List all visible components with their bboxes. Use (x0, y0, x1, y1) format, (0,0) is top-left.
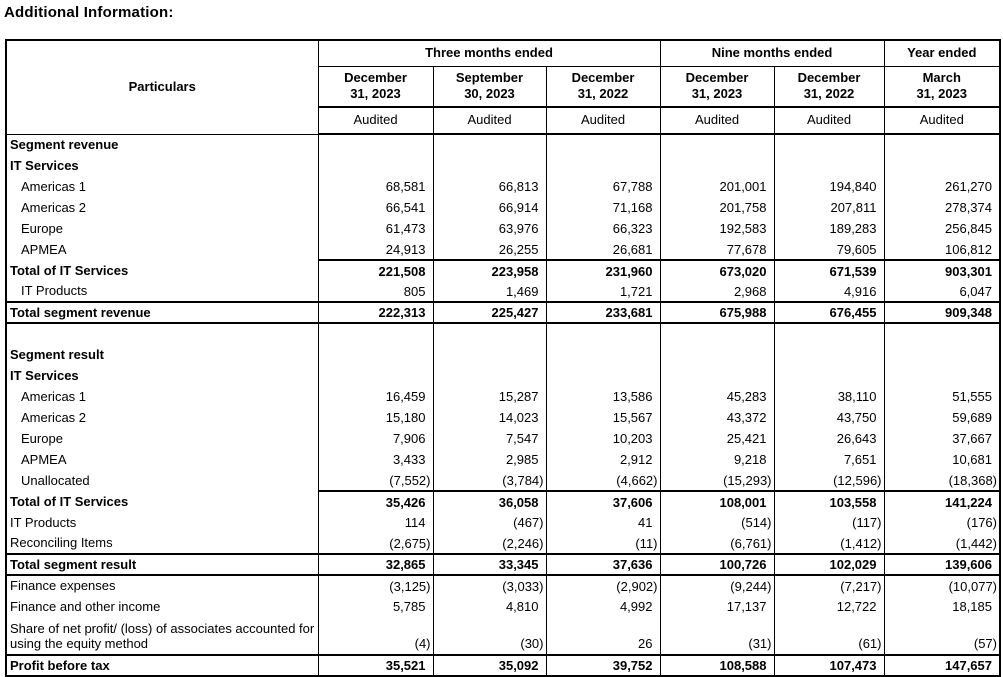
cell-value (774, 344, 884, 365)
cell-value: 51,555 (884, 386, 1000, 407)
cell-value (546, 344, 660, 365)
audited-label: Audited (433, 107, 546, 134)
cell-value: (1,412) (774, 533, 884, 554)
cell-value: 37,606 (546, 491, 660, 512)
cell-value: 2,985 (433, 449, 546, 470)
row-label: Europe (6, 428, 318, 449)
cell-value (774, 134, 884, 155)
cell-value: (3,125) (318, 575, 433, 596)
cell-value: 233,681 (546, 302, 660, 323)
period-day-year: 31, 2022 (803, 86, 855, 102)
table-row (6, 260, 1000, 281)
row-label: Reconciling Items (6, 533, 318, 554)
audited-label: Audited (546, 107, 660, 134)
cell-value: (18,368) (884, 470, 1000, 491)
cell-value: 7,547 (433, 428, 546, 449)
group-year-ended: Year ended (884, 40, 1000, 66)
cell-value: 10,681 (884, 449, 1000, 470)
cell-value: (4,662) (546, 470, 660, 491)
cell-value: 2,912 (546, 449, 660, 470)
cell-value: 102,029 (774, 554, 884, 575)
cell-value: 139,606 (884, 554, 1000, 575)
cell-value: 189,283 (774, 218, 884, 239)
cell-value: 79,605 (774, 239, 884, 260)
cell-value: 38,110 (774, 386, 884, 407)
cell-value: (12,596) (774, 470, 884, 491)
cell-value: (7,552) (318, 470, 433, 491)
cell-value: 103,558 (774, 491, 884, 512)
cell-value: 35,426 (318, 491, 433, 512)
period-dec-31-2022 (546, 66, 660, 107)
segment-results-table (5, 39, 1001, 677)
period-day-year: 30, 2023 (464, 86, 515, 102)
cell-value (774, 155, 884, 176)
cell-value (884, 365, 1000, 386)
table-row (6, 428, 1000, 449)
row-label: APMEA (6, 449, 318, 470)
cell-value: 903,301 (884, 260, 1000, 281)
cell-value: (3,784) (433, 470, 546, 491)
cell-value: 6,047 (884, 281, 1000, 302)
period-month: March (922, 70, 961, 85)
cell-value: 114 (318, 512, 433, 533)
cell-value: 108,588 (660, 655, 774, 676)
cell-value: (117) (774, 512, 884, 533)
row-label: IT Products (6, 281, 318, 302)
table-row (6, 218, 1000, 239)
cell-value: 10,203 (546, 428, 660, 449)
row-label (6, 323, 318, 344)
table-row (6, 596, 1000, 617)
cell-value: 221,508 (318, 260, 433, 281)
cell-value: 16,459 (318, 386, 433, 407)
table-row (6, 575, 1000, 596)
cell-value (660, 365, 774, 386)
cell-value: 675,988 (660, 302, 774, 323)
cell-value: (3,033) (433, 575, 546, 596)
table-row (6, 617, 1000, 655)
cell-value: (4) (318, 617, 433, 655)
cell-value (884, 155, 1000, 176)
row-label: Americas 2 (6, 197, 318, 218)
row-label: Profit before tax (6, 655, 318, 676)
cell-value: 35,521 (318, 655, 433, 676)
table-row (6, 176, 1000, 197)
cell-value (660, 323, 774, 344)
cell-value: 71,168 (546, 197, 660, 218)
cell-value: 17,137 (660, 596, 774, 617)
cell-value: 147,657 (884, 655, 1000, 676)
cell-value (433, 344, 546, 365)
cell-value (318, 323, 433, 344)
cell-value (433, 323, 546, 344)
period-day-year: 31, 2022 (577, 86, 629, 102)
table-row (6, 239, 1000, 260)
period-month: December (797, 70, 861, 85)
table-body (6, 134, 1000, 676)
cell-value: 25,421 (660, 428, 774, 449)
row-label: Segment revenue (6, 134, 318, 155)
period-sep-30-2023 (433, 66, 546, 107)
group-nine-months-ended: Nine months ended (660, 40, 884, 66)
cell-value: 45,283 (660, 386, 774, 407)
row-label: Segment result (6, 344, 318, 365)
row-label: Americas 1 (6, 386, 318, 407)
cell-value (318, 155, 433, 176)
period-dec-31-2023 (318, 66, 433, 107)
period-day-year: 31, 2023 (916, 86, 968, 102)
header-group-row (6, 40, 1000, 66)
table-row (6, 491, 1000, 512)
cell-value: 32,865 (318, 554, 433, 575)
table-row (6, 449, 1000, 470)
row-label: Finance and other income (6, 596, 318, 617)
cell-value (884, 344, 1000, 365)
period-month: December (344, 70, 407, 85)
cell-value (884, 323, 1000, 344)
cell-value (546, 365, 660, 386)
cell-value: 7,906 (318, 428, 433, 449)
cell-value: (7,217) (774, 575, 884, 596)
period-dec-31-2022-ytd (774, 66, 884, 107)
cell-value: 68,581 (318, 176, 433, 197)
cell-value: 141,224 (884, 491, 1000, 512)
cell-value: 4,916 (774, 281, 884, 302)
cell-value: (6,761) (660, 533, 774, 554)
cell-value: 26,681 (546, 239, 660, 260)
table-row (6, 365, 1000, 386)
cell-value: (1,442) (884, 533, 1000, 554)
cell-value: 63,976 (433, 218, 546, 239)
cell-value: (11) (546, 533, 660, 554)
cell-value: 201,758 (660, 197, 774, 218)
cell-value: 18,185 (884, 596, 1000, 617)
group-three-months-ended: Three months ended (318, 40, 660, 66)
cell-value: 100,726 (660, 554, 774, 575)
cell-value: 676,455 (774, 302, 884, 323)
cell-value: 909,348 (884, 302, 1000, 323)
cell-value: 61,473 (318, 218, 433, 239)
cell-value: 1,469 (433, 281, 546, 302)
cell-value: 66,914 (433, 197, 546, 218)
cell-value: 107,473 (774, 655, 884, 676)
cell-value: 222,313 (318, 302, 433, 323)
cell-value: 192,583 (660, 218, 774, 239)
cell-value: 15,567 (546, 407, 660, 428)
cell-value: 66,813 (433, 176, 546, 197)
table-row (6, 281, 1000, 302)
row-label: IT Products (6, 512, 318, 533)
table-row (6, 554, 1000, 575)
cell-value: (2,902) (546, 575, 660, 596)
row-label: Total of IT Services (6, 491, 318, 512)
row-label: Unallocated (6, 470, 318, 491)
particulars-header: Particulars (6, 40, 318, 134)
row-label: Total segment revenue (6, 302, 318, 323)
cell-value: 3,433 (318, 449, 433, 470)
cell-value: (31) (660, 617, 774, 655)
cell-value: (176) (884, 512, 1000, 533)
cell-value: 207,811 (774, 197, 884, 218)
cell-value: 14,023 (433, 407, 546, 428)
row-label: Americas 2 (6, 407, 318, 428)
cell-value: 256,845 (884, 218, 1000, 239)
page-title: Additional Information: (4, 4, 174, 21)
cell-value (318, 134, 433, 155)
row-label: Total segment result (6, 554, 318, 575)
audited-label: Audited (660, 107, 774, 134)
cell-value: 5,785 (318, 596, 433, 617)
period-dec-31-2023-ytd (660, 66, 774, 107)
cell-value: 43,750 (774, 407, 884, 428)
table-row (6, 533, 1000, 554)
table-row (6, 407, 1000, 428)
cell-value: 7,651 (774, 449, 884, 470)
cell-value (318, 344, 433, 365)
cell-value (660, 344, 774, 365)
cell-value: 26,255 (433, 239, 546, 260)
cell-value (546, 323, 660, 344)
cell-value: 39,752 (546, 655, 660, 676)
cell-value: 59,689 (884, 407, 1000, 428)
period-month: December (571, 70, 635, 85)
cell-value: 77,678 (660, 239, 774, 260)
cell-value: 26 (546, 617, 660, 655)
cell-value: 2,968 (660, 281, 774, 302)
row-label: Share of net profit/ (loss) of associates accounted for using the equity method (6, 617, 318, 655)
table-row (6, 512, 1000, 533)
cell-value (660, 155, 774, 176)
cell-value: 33,345 (433, 554, 546, 575)
table-row (6, 655, 1000, 676)
cell-value: (61) (774, 617, 884, 655)
cell-value: (467) (433, 512, 546, 533)
cell-value (318, 365, 433, 386)
audited-label: Audited (318, 107, 433, 134)
row-label: APMEA (6, 239, 318, 260)
cell-value (433, 365, 546, 386)
cell-value (774, 323, 884, 344)
cell-value: 66,541 (318, 197, 433, 218)
cell-value: (2,246) (433, 533, 546, 554)
audited-label: Audited (884, 107, 1000, 134)
cell-value: (57) (884, 617, 1000, 655)
cell-value: (15,293) (660, 470, 774, 491)
cell-value: 67,788 (546, 176, 660, 197)
cell-value: 108,001 (660, 491, 774, 512)
cell-value (660, 134, 774, 155)
cell-value: (9,244) (660, 575, 774, 596)
cell-value (433, 155, 546, 176)
cell-value: 41 (546, 512, 660, 533)
cell-value: 673,020 (660, 260, 774, 281)
cell-value: 35,092 (433, 655, 546, 676)
period-month: September (455, 70, 524, 85)
cell-value: 9,218 (660, 449, 774, 470)
cell-value: 15,180 (318, 407, 433, 428)
cell-value: 278,374 (884, 197, 1000, 218)
cell-value: 37,636 (546, 554, 660, 575)
period-mar-31-2023 (884, 66, 1000, 107)
row-label: IT Services (6, 365, 318, 386)
table-row (6, 302, 1000, 323)
table-row (6, 197, 1000, 218)
cell-value: 225,427 (433, 302, 546, 323)
cell-value (546, 155, 660, 176)
cell-value: 24,913 (318, 239, 433, 260)
table-row (6, 386, 1000, 407)
cell-value: 261,270 (884, 176, 1000, 197)
cell-value: 36,058 (433, 491, 546, 512)
period-day-year: 31, 2023 (691, 86, 743, 102)
table-row (6, 155, 1000, 176)
cell-value: 4,810 (433, 596, 546, 617)
row-label: Finance expenses (6, 575, 318, 596)
cell-value: (10,077) (884, 575, 1000, 596)
table-header (6, 40, 1000, 134)
cell-value (433, 134, 546, 155)
cell-value: 37,667 (884, 428, 1000, 449)
cell-value: 1,721 (546, 281, 660, 302)
cell-value: 194,840 (774, 176, 884, 197)
cell-value: 671,539 (774, 260, 884, 281)
cell-value: 13,586 (546, 386, 660, 407)
table-row (6, 344, 1000, 365)
row-label: Europe (6, 218, 318, 239)
row-label: Total of IT Services (6, 260, 318, 281)
cell-value: 201,001 (660, 176, 774, 197)
cell-value: (30) (433, 617, 546, 655)
table-row (6, 134, 1000, 155)
cell-value: 12,722 (774, 596, 884, 617)
cell-value: (514) (660, 512, 774, 533)
row-label: IT Services (6, 155, 318, 176)
cell-value: (2,675) (318, 533, 433, 554)
period-day-year: 31, 2023 (350, 86, 401, 102)
cell-value: 15,287 (433, 386, 546, 407)
cell-value: 106,812 (884, 239, 1000, 260)
cell-value: 805 (318, 281, 433, 302)
cell-value: 223,958 (433, 260, 546, 281)
cell-value: 26,643 (774, 428, 884, 449)
cell-value: 231,960 (546, 260, 660, 281)
cell-value: 43,372 (660, 407, 774, 428)
audited-label: Audited (774, 107, 884, 134)
cell-value (884, 134, 1000, 155)
cell-value: 66,323 (546, 218, 660, 239)
table-row (6, 323, 1000, 344)
table-row (6, 470, 1000, 491)
cell-value: 4,992 (546, 596, 660, 617)
period-month: December (685, 70, 749, 85)
row-label: Americas 1 (6, 176, 318, 197)
cell-value (774, 365, 884, 386)
cell-value (546, 134, 660, 155)
